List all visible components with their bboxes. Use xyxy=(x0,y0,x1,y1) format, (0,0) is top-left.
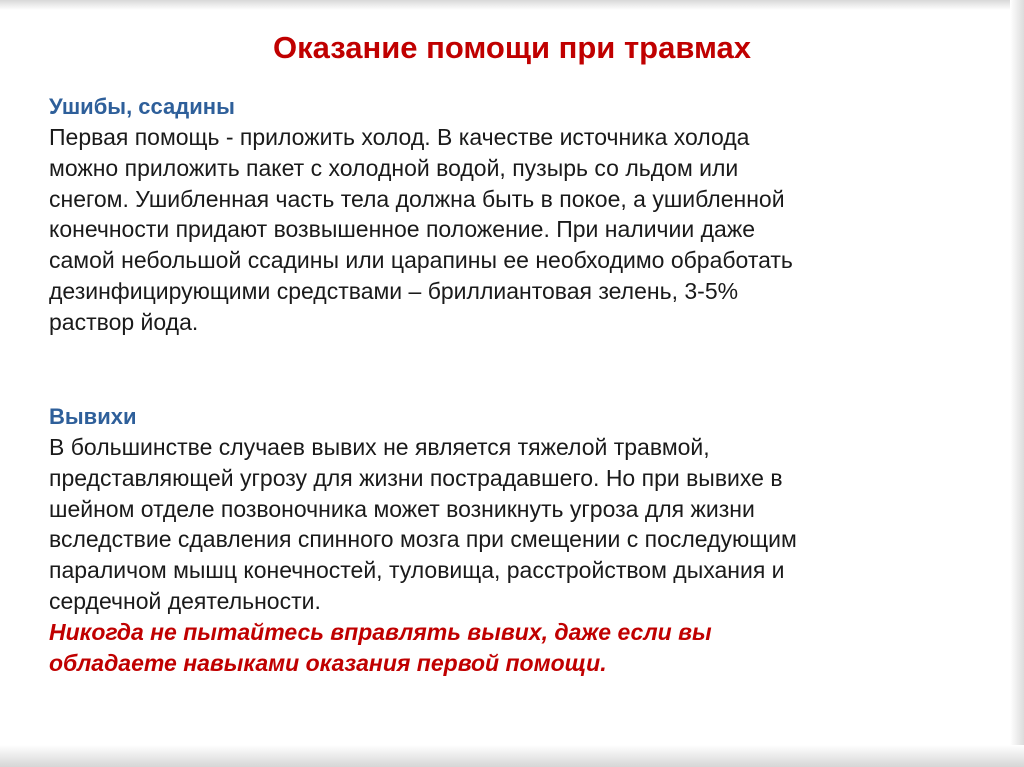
section-bruises xyxy=(49,92,979,338)
warning-text: Никогда не пытайтесь вправлять вывих, даже если вы обладаете навыками оказания первой помощи. xyxy=(49,618,712,676)
page-bottom-shadow xyxy=(0,745,1024,767)
page-right-shadow xyxy=(1010,0,1024,767)
section-heading-dislocations: Вывихи xyxy=(49,404,137,429)
section-text-dislocations: В большинстве случаев вывих не является тяжелой травмой, представляющей угрозу для жизни пострадавшего. Но при вывихе в шейном отделе позвоночника может возникнуть угроза для жизни вследствие сдавления спинного мозга при смещении с последующим параличом мышц конечностей, туловища, расстройством дыхания и сердечной деятельности. xyxy=(49,434,797,614)
section-text-bruises: Первая помощь - приложить холод. В качестве источника холода можно приложить пакет с холодной водой, пузырь со льдом или снегом. Ушибленная часть тела должна быть в покое, а ушибленной конечности придают возвышенное положение. При наличии даже самой небольшой ссадины или царапины ее необходимо обработать дезинфицирующими средствами – бриллиантовая зелень, 3-5% раствор йода. xyxy=(49,124,793,335)
section-heading-bruises: Ушибы, ссадины xyxy=(49,94,235,119)
page-top-shadow xyxy=(0,0,1024,10)
section-dislocations xyxy=(49,402,979,679)
slide-title: Оказание помощи при травмах xyxy=(272,30,751,65)
